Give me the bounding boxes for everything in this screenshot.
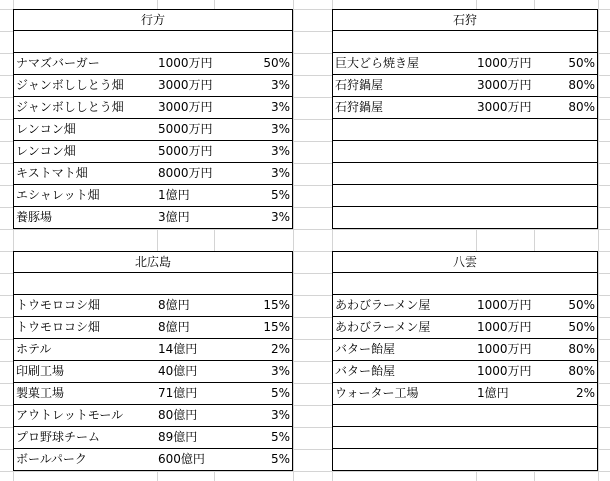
item-name-cell[interactable]: ホテル: [13, 339, 157, 361]
rate-cell[interactable]: 3%: [213, 75, 293, 97]
item-name-cell[interactable]: ナマズバーガー: [13, 53, 157, 75]
cost-cell[interactable]: 80億円: [156, 405, 214, 427]
cost-cell[interactable]: 3000万円: [156, 97, 214, 119]
item-name-cell[interactable]: [332, 207, 476, 229]
table-blank-row[interactable]: [332, 31, 598, 53]
rate-cell[interactable]: 5%: [213, 383, 293, 405]
cost-cell[interactable]: [475, 119, 534, 141]
item-name-cell[interactable]: 印刷工場: [13, 361, 157, 383]
rate-cell[interactable]: [533, 207, 598, 229]
cost-cell[interactable]: 1億円: [156, 185, 214, 207]
item-name-cell[interactable]: バター飴屋: [332, 361, 476, 383]
cost-cell[interactable]: 14億円: [156, 339, 214, 361]
item-name-cell[interactable]: ジャンボししとう畑: [13, 97, 157, 119]
cost-cell[interactable]: 1000万円: [475, 361, 534, 383]
item-name-cell[interactable]: キストマト畑: [13, 163, 157, 185]
cost-cell[interactable]: 3000万円: [475, 97, 534, 119]
item-name-cell[interactable]: あわびラーメン屋: [332, 295, 476, 317]
item-name-cell[interactable]: レンコン畑: [13, 119, 157, 141]
cost-cell[interactable]: 1000万円: [475, 295, 534, 317]
cost-cell[interactable]: 1000万円: [475, 53, 534, 75]
cost-cell[interactable]: [475, 449, 534, 471]
item-name-cell[interactable]: レンコン畑: [13, 141, 157, 163]
rate-cell[interactable]: [533, 427, 598, 449]
rate-cell[interactable]: 3%: [213, 163, 293, 185]
rate-cell[interactable]: 80%: [533, 75, 598, 97]
rate-cell[interactable]: 50%: [213, 53, 293, 75]
item-name-cell[interactable]: [332, 449, 476, 471]
cost-cell[interactable]: 89億円: [156, 427, 214, 449]
rate-cell[interactable]: 5%: [213, 427, 293, 449]
item-name-cell[interactable]: アウトレットモール: [13, 405, 157, 427]
rate-cell[interactable]: 3%: [213, 361, 293, 383]
cost-cell[interactable]: 71億円: [156, 383, 214, 405]
rate-cell[interactable]: 80%: [533, 339, 598, 361]
rate-cell[interactable]: 80%: [533, 97, 598, 119]
item-name-cell[interactable]: あわびラーメン屋: [332, 317, 476, 339]
item-name-cell[interactable]: 石狩鍋屋: [332, 97, 476, 119]
table-title[interactable]: 石狩: [332, 9, 598, 31]
item-name-cell[interactable]: 養豚場: [13, 207, 157, 229]
rate-cell[interactable]: [533, 163, 598, 185]
cost-cell[interactable]: 3000万円: [156, 75, 214, 97]
cost-cell[interactable]: 1000万円: [475, 317, 534, 339]
item-name-cell[interactable]: [332, 163, 476, 185]
item-name-cell[interactable]: 製菓工場: [13, 383, 157, 405]
cost-cell[interactable]: 600億円: [156, 449, 214, 471]
table-blank-row[interactable]: [13, 31, 293, 53]
rate-cell[interactable]: [533, 449, 598, 471]
cost-cell[interactable]: 8億円: [156, 317, 214, 339]
item-name-cell[interactable]: [332, 141, 476, 163]
rate-cell[interactable]: [533, 141, 598, 163]
cost-cell[interactable]: 8000万円: [156, 163, 214, 185]
cost-cell[interactable]: 40億円: [156, 361, 214, 383]
item-name-cell[interactable]: [332, 427, 476, 449]
cost-cell[interactable]: 1000万円: [156, 53, 214, 75]
cost-cell[interactable]: 8億円: [156, 295, 214, 317]
item-name-cell[interactable]: バター飴屋: [332, 339, 476, 361]
cost-cell[interactable]: [475, 185, 534, 207]
rate-cell[interactable]: 50%: [533, 295, 598, 317]
cost-cell[interactable]: 1000万円: [475, 339, 534, 361]
cost-cell[interactable]: 5000万円: [156, 119, 214, 141]
cost-cell[interactable]: [475, 207, 534, 229]
cost-cell[interactable]: 5000万円: [156, 141, 214, 163]
rate-cell[interactable]: 3%: [213, 119, 293, 141]
cost-cell[interactable]: [475, 405, 534, 427]
item-name-cell[interactable]: ジャンボししとう畑: [13, 75, 157, 97]
rate-cell[interactable]: 5%: [213, 185, 293, 207]
item-name-cell[interactable]: ウォーター工場: [332, 383, 476, 405]
rate-cell[interactable]: [533, 405, 598, 427]
table-blank-row[interactable]: [13, 273, 293, 295]
table-blank-row[interactable]: [332, 273, 598, 295]
item-name-cell[interactable]: プロ野球チーム: [13, 427, 157, 449]
cost-cell[interactable]: 3億円: [156, 207, 214, 229]
item-name-cell[interactable]: ボールパーク: [13, 449, 157, 471]
rate-cell[interactable]: 15%: [213, 295, 293, 317]
rate-cell[interactable]: 3%: [213, 97, 293, 119]
rate-cell[interactable]: 3%: [213, 405, 293, 427]
table-title[interactable]: 行方: [13, 9, 293, 31]
rate-cell[interactable]: [533, 119, 598, 141]
rate-cell[interactable]: 15%: [213, 317, 293, 339]
item-name-cell[interactable]: 石狩鍋屋: [332, 75, 476, 97]
item-name-cell[interactable]: トウモロコシ畑: [13, 295, 157, 317]
rate-cell[interactable]: 2%: [213, 339, 293, 361]
cost-cell[interactable]: [475, 141, 534, 163]
cost-cell[interactable]: [475, 163, 534, 185]
table-title[interactable]: 北広島: [13, 251, 293, 273]
item-name-cell[interactable]: [332, 119, 476, 141]
rate-cell[interactable]: 80%: [533, 361, 598, 383]
item-name-cell[interactable]: [332, 405, 476, 427]
rate-cell[interactable]: 2%: [533, 383, 598, 405]
rate-cell[interactable]: 50%: [533, 317, 598, 339]
rate-cell[interactable]: 50%: [533, 53, 598, 75]
rate-cell[interactable]: 3%: [213, 207, 293, 229]
table-title[interactable]: 八雲: [332, 251, 598, 273]
cost-cell[interactable]: 1億円: [475, 383, 534, 405]
item-name-cell[interactable]: エシャレット畑: [13, 185, 157, 207]
item-name-cell[interactable]: トウモロコシ畑: [13, 317, 157, 339]
cost-cell[interactable]: 3000万円: [475, 75, 534, 97]
rate-cell[interactable]: 5%: [213, 449, 293, 471]
rate-cell[interactable]: [533, 185, 598, 207]
item-name-cell[interactable]: 巨大どら焼き屋: [332, 53, 476, 75]
rate-cell[interactable]: 3%: [213, 141, 293, 163]
item-name-cell[interactable]: [332, 185, 476, 207]
cost-cell[interactable]: [475, 427, 534, 449]
